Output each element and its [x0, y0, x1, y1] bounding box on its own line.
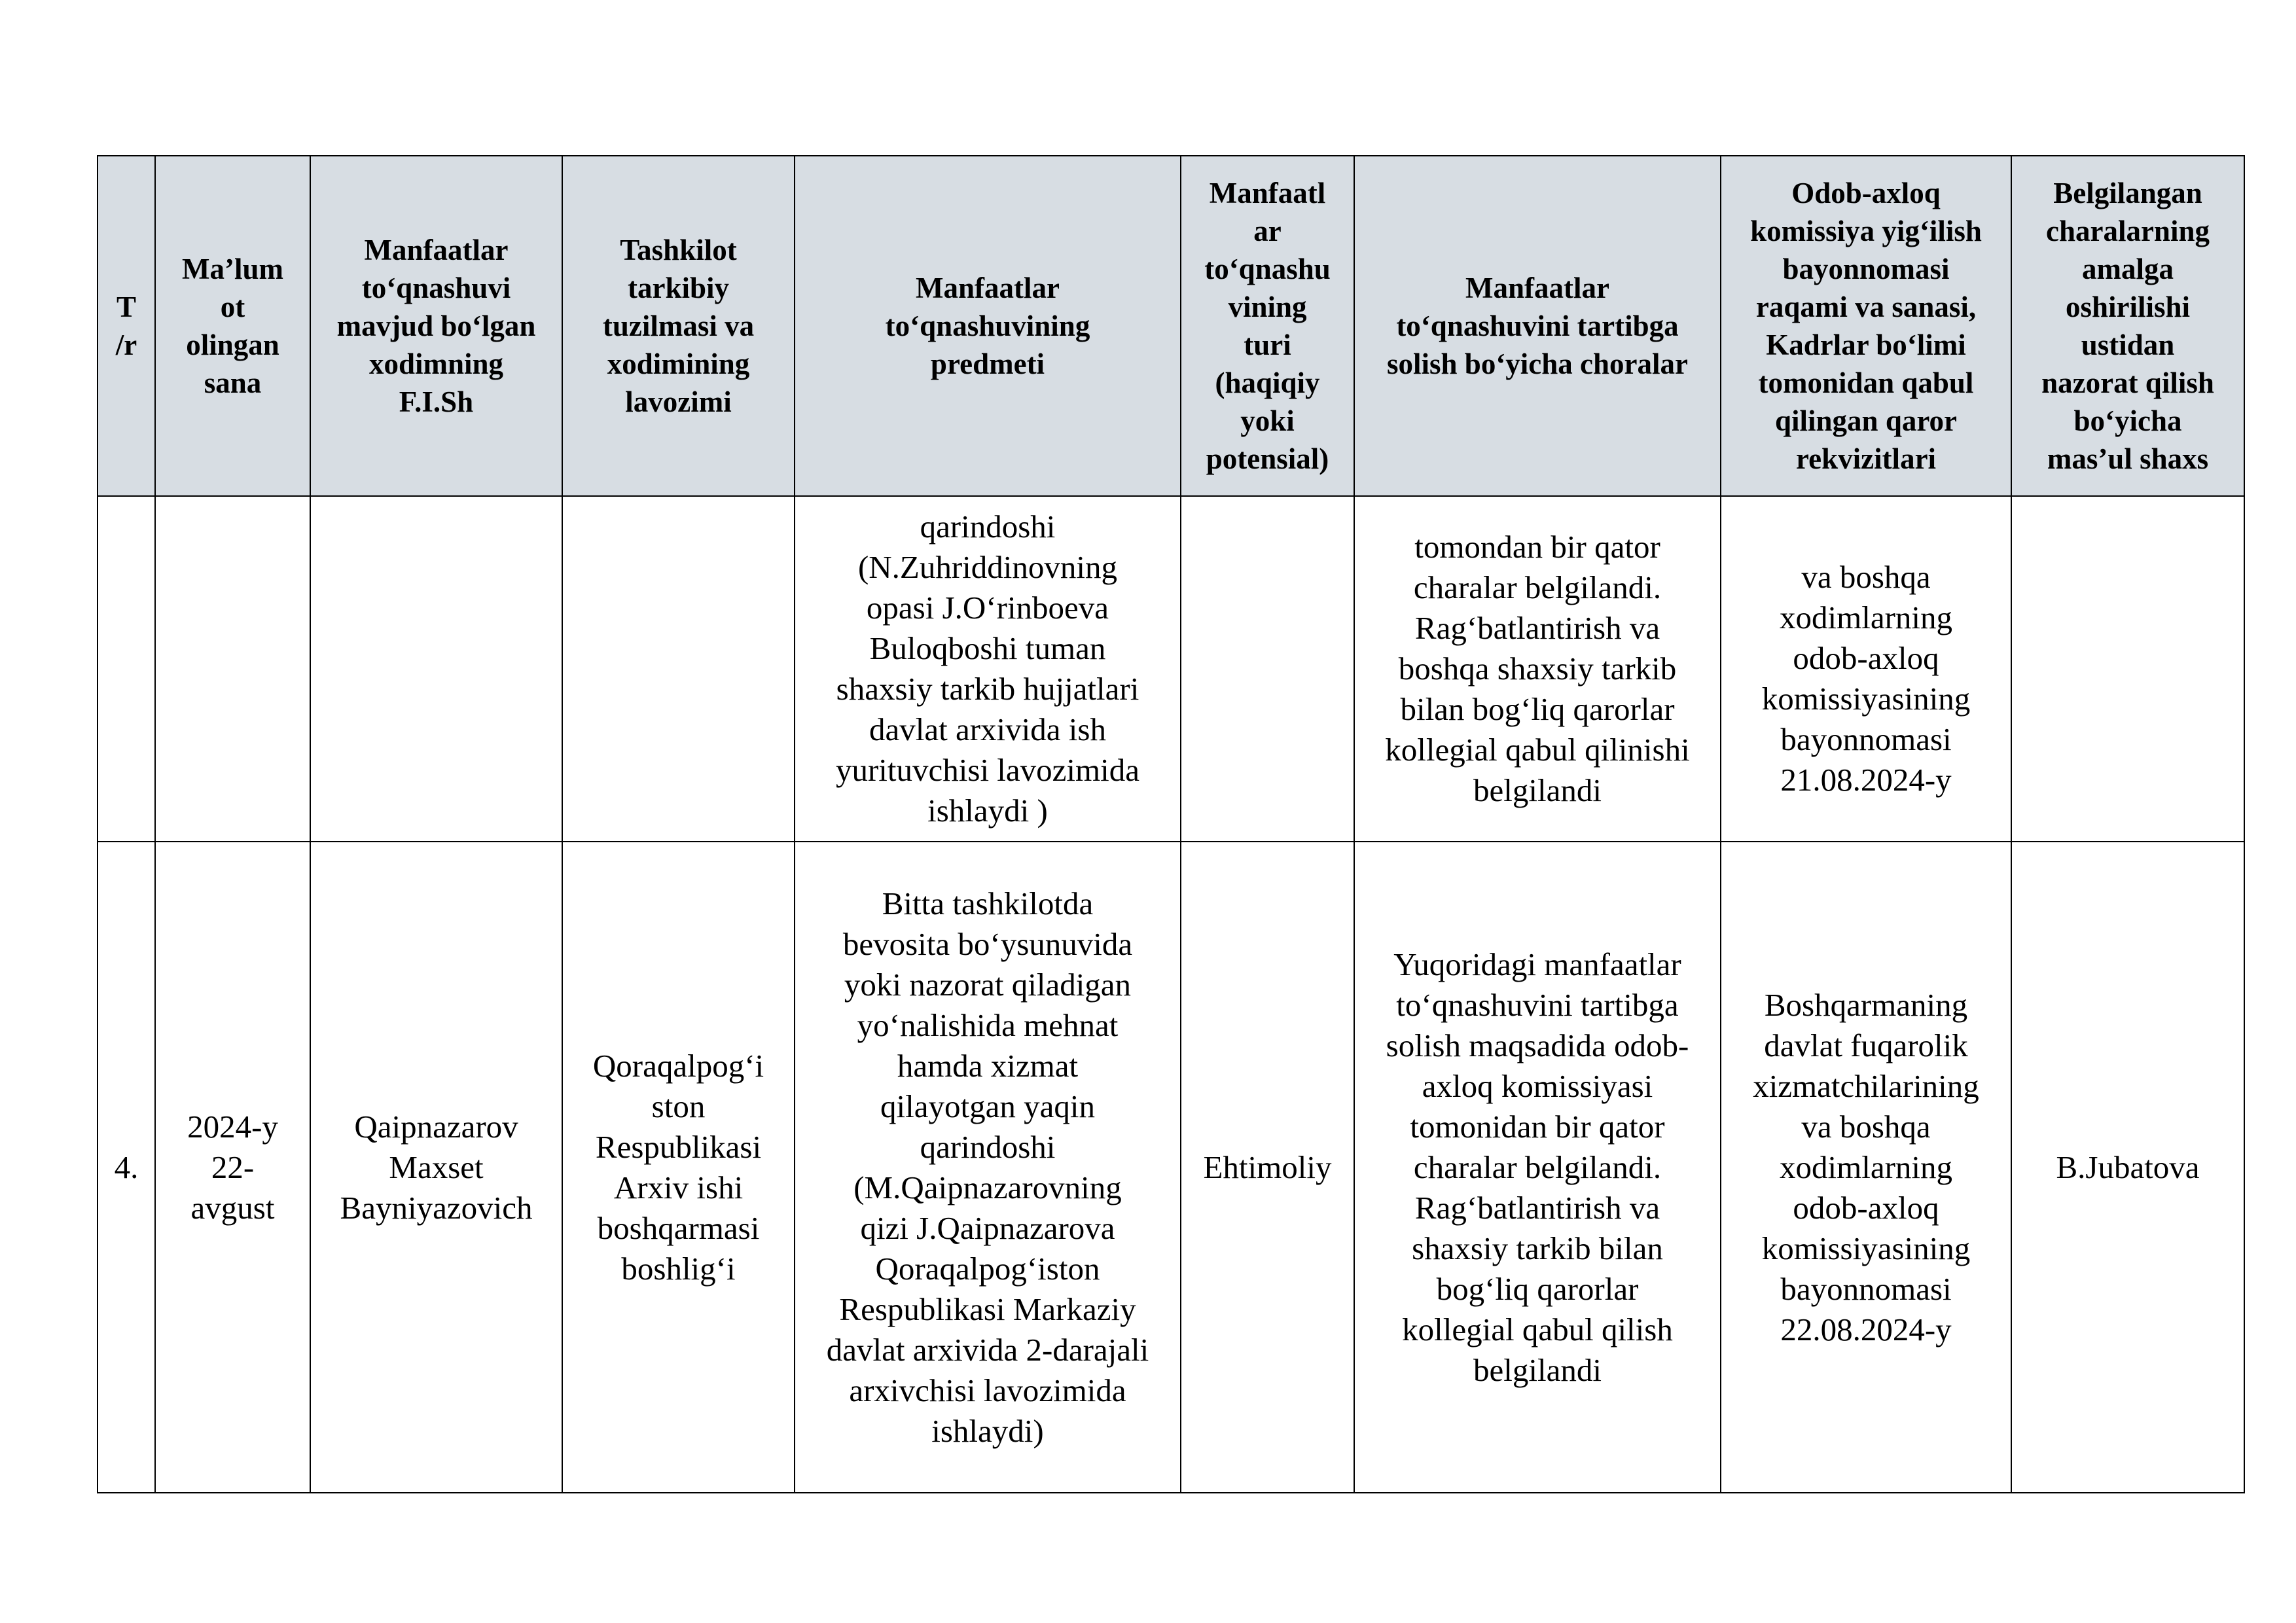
cell-protocol: Boshqarmaning davlat fuqarolik xizmatchilarining va boshqa xodimlarning odob-axloq komissiyasining bayonnomasi 22.08.2024-y — [1721, 842, 2011, 1493]
cell-number: 4. — [98, 842, 155, 1493]
conflict-of-interest-table — [97, 155, 2245, 1493]
cell-employee-name: Qaipnazarov Maxset Bayniyazovich — [310, 842, 562, 1493]
cell-measures: tomondan bir qator charalar belgilandi. Rag‘batlantirish va boshqa shaxsiy tarkib bilan bog‘liq qarorlar kollegial qabul qilinishi belgilandi — [1354, 496, 1721, 842]
table-row — [98, 496, 2244, 842]
header-position: Tashkilot tarkibiy tuzilmasi va xodimining lavozimi — [562, 156, 795, 496]
cell-protocol: va boshqa xodimlarning odob-axloq komissiyasining bayonnomasi 21.08.2024-y — [1721, 496, 2011, 842]
cell-position — [562, 496, 795, 842]
header-type: Manfaatl ar to‘qnashu vining turi (haqiqiy yoki potensial) — [1181, 156, 1354, 496]
cell-type: Ehtimoliy — [1181, 842, 1354, 1493]
cell-date — [155, 496, 310, 842]
cell-subject: Bitta tashkilotda bevosita bo‘ysunuvida yoki nazorat qiladigan yo‘nalishida mehnat hamda xizmat qilayotgan yaqin qarindoshi (M.Qaipnazarovning qizi J.Qaipnazarova Qoraqalpog‘iston Respublikasi Markaziy davlat arxivida 2-darajali arxivchisi lavozimida ishlaydi) — [795, 842, 1181, 1493]
table-row — [98, 842, 2244, 1493]
header-subject: Manfaatlar to‘qnashuvining predmeti — [795, 156, 1181, 496]
cell-date: 2024-y 22- avgust — [155, 842, 310, 1493]
header-date: Ma’lum ot olingan sana — [155, 156, 310, 496]
cell-employee-name — [310, 496, 562, 842]
cell-number — [98, 496, 155, 842]
cell-responsible: B.Jubatova — [2011, 842, 2244, 1493]
header-employee-name: Manfaatlar to‘qnashuvi mavjud bo‘lgan xodimning F.I.Sh — [310, 156, 562, 496]
header-measures: Manfaatlar to‘qnashuvini tartibga solish bo‘yicha choralar — [1354, 156, 1721, 496]
cell-position: Qoraqalpog‘i ston Respublikasi Arxiv ishi boshqarmasi boshlig‘i — [562, 842, 795, 1493]
cell-subject: qarindoshi (N.Zuhriddinovning opasi J.O‘rinboeva Buloqboshi tuman shaxsiy tarkib hujjatlari davlat arxivida ish yurituvchisi lavozimida ishlaydi ) — [795, 496, 1181, 842]
cell-measures: Yuqoridagi manfaatlar to‘qnashuvini tartibga solish maqsadida odob- axloq komissiyasi tomonidan bir qator charalar belgilandi. Rag‘batlantirish va shaxsiy tarkib bilan bog‘liq qarorlar kollegial qabul qilish belgilandi — [1354, 842, 1721, 1493]
header-number: T /r — [98, 156, 155, 496]
header-protocol: Odob-axloq komissiya yig‘ilish bayonnomasi raqami va sanasi, Kadrlar bo‘limi tomonidan qabul qilingan qaror rekvizitlari — [1721, 156, 2011, 496]
cell-responsible — [2011, 496, 2244, 842]
header-responsible: Belgilangan charalarning amalga oshirilishi ustidan nazorat qilish bo‘yicha mas’ul shaxs — [2011, 156, 2244, 496]
header-row — [98, 156, 2244, 496]
cell-type — [1181, 496, 1354, 842]
